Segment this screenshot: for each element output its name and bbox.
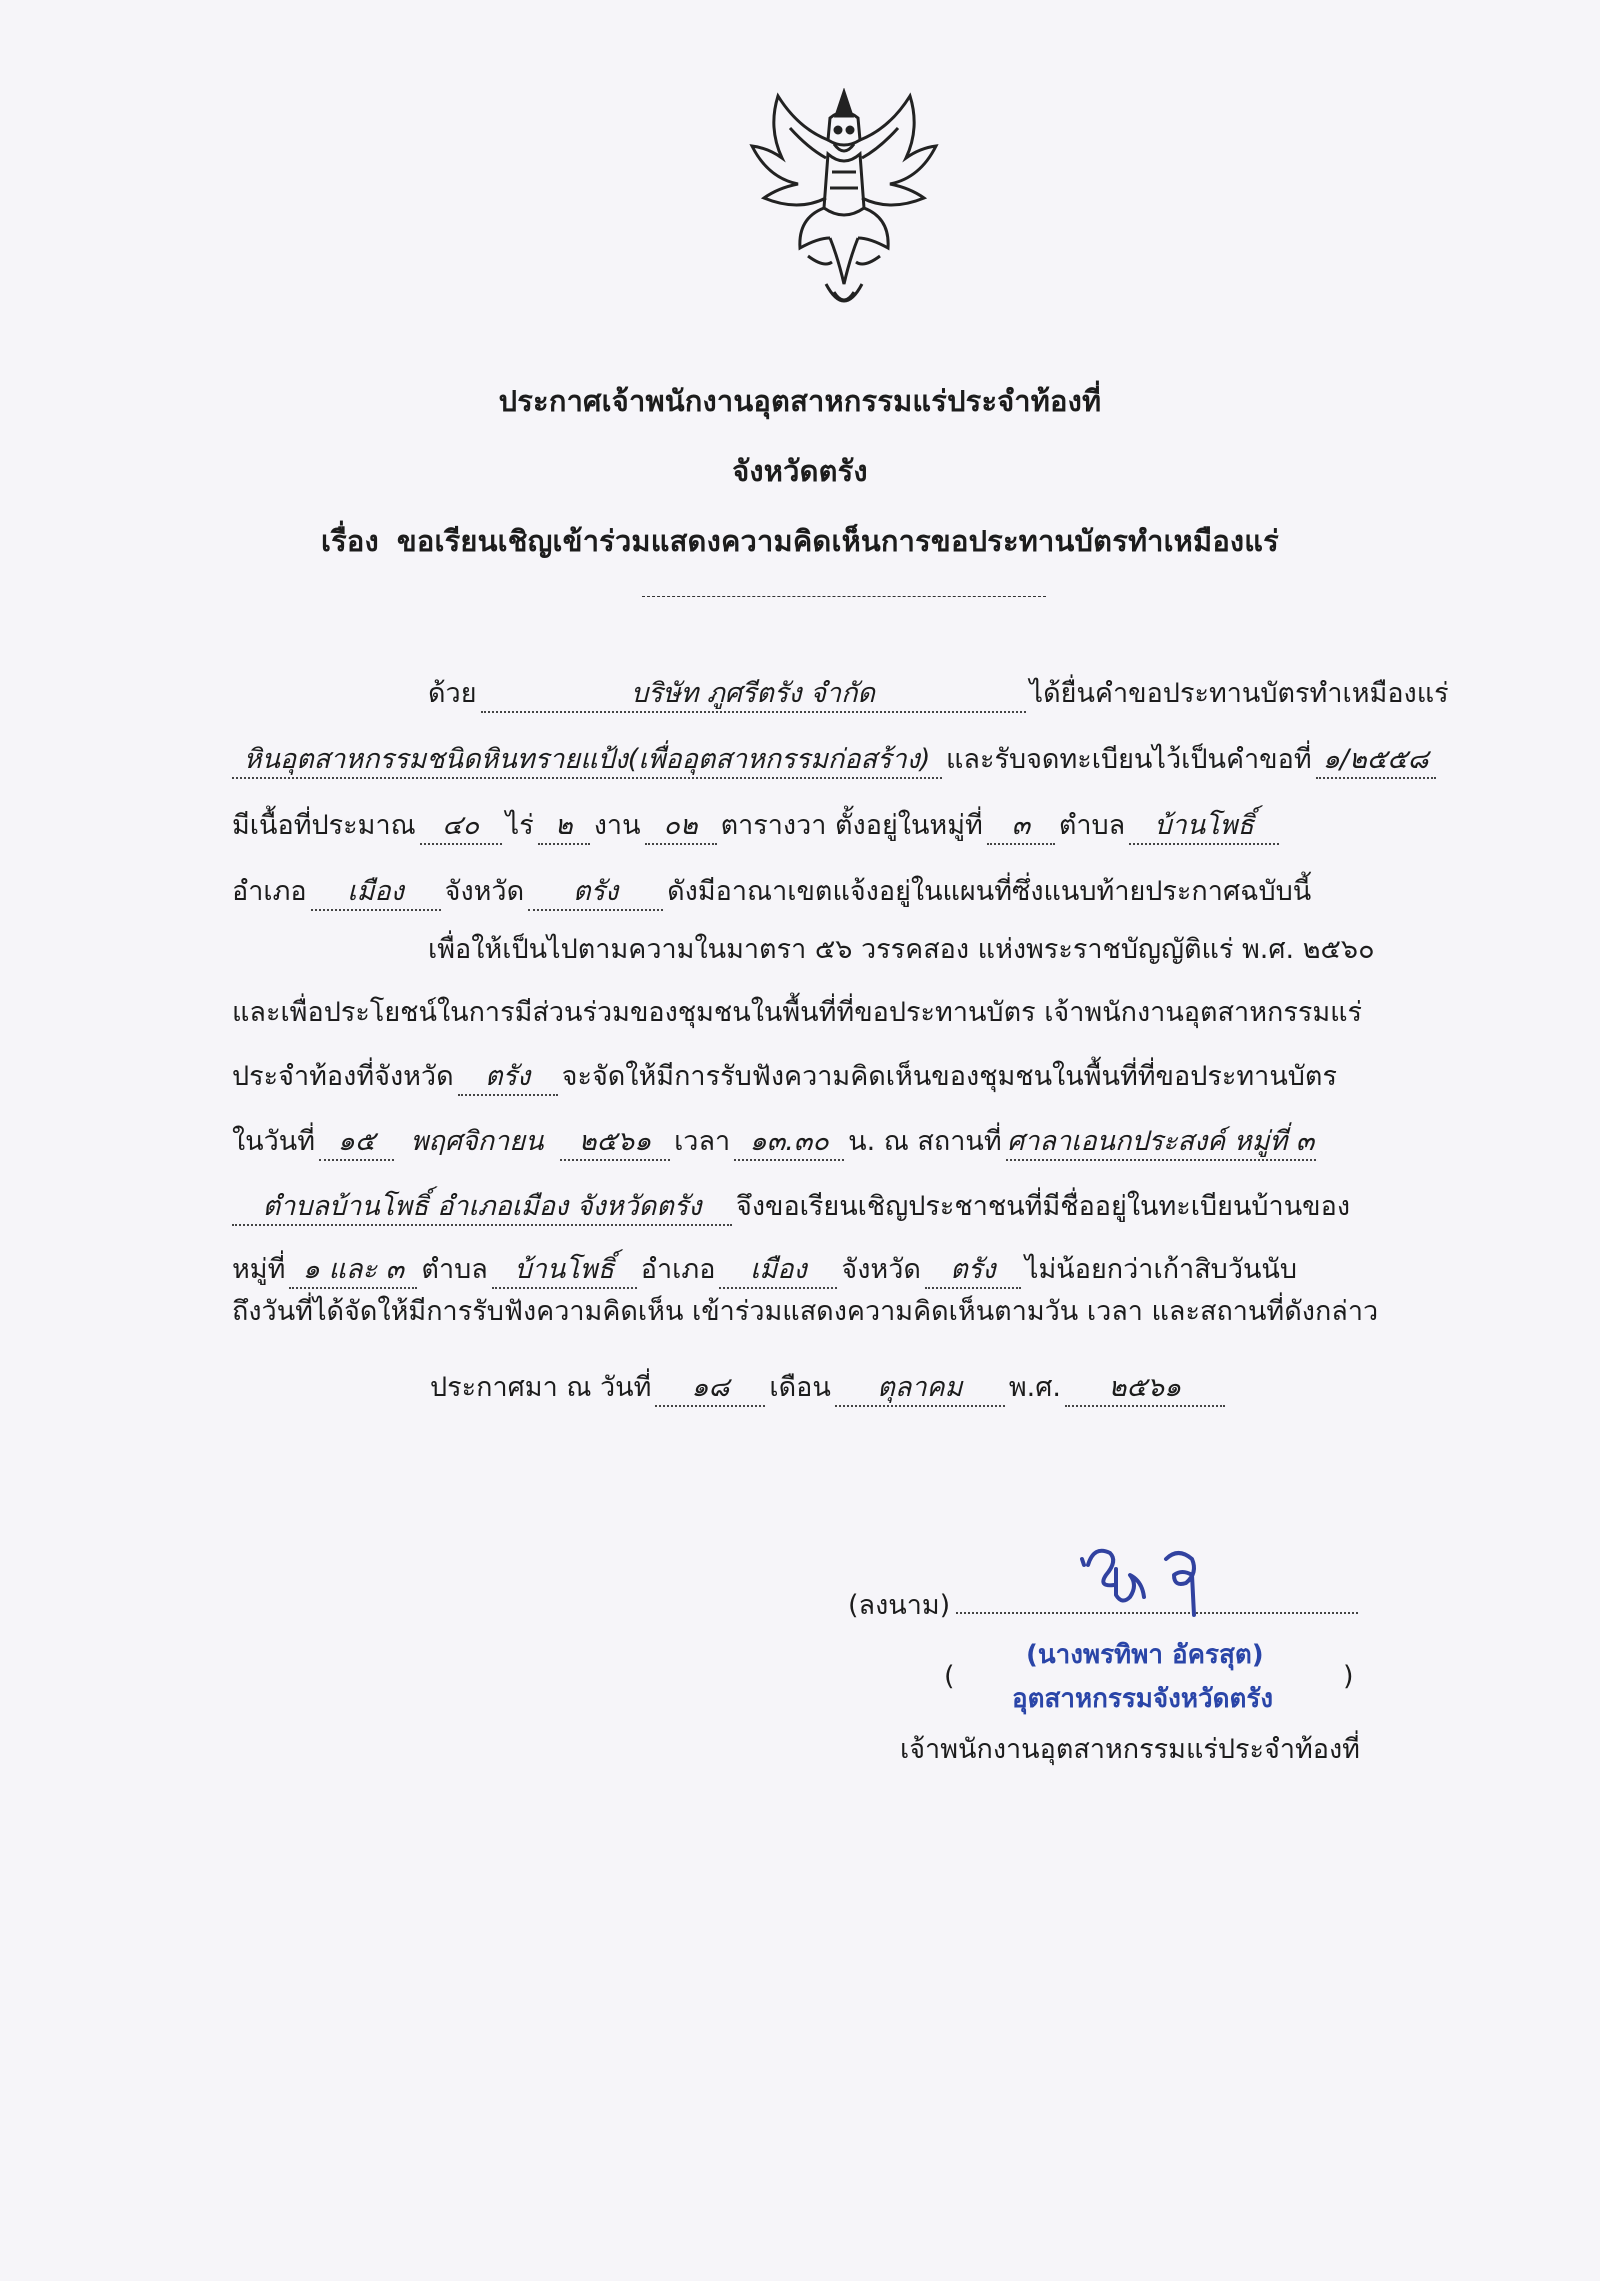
sign-label: (ลงนาม) [848,1590,951,1621]
para1-line4 [232,872,1311,912]
announce-date-line [430,1368,1229,1408]
para2-line5 [232,1187,1350,1227]
request-no-field: ๑/๒๕๕๘ [1316,743,1436,779]
amphoe-label-2: อำเภอ [640,1254,716,1285]
time-label: เวลา [674,1126,731,1157]
province-label-2: จังหวัด [841,1254,921,1285]
open-paren: ( [944,1661,955,1692]
para2-line7: ถึงวันที่ได้จัดให้มีการรับฟังความคิดเห็น เข้าร่วมแสดงความคิดเห็นตามวัน เวลา และสถานที่ดังกล่าว [232,1296,1379,1327]
tambon-label-2: ตำบล [421,1254,488,1285]
province-post: จะจัดให้มีการรับฟังความคิดเห็นของชุมชนในพื้นที่ที่ขอประทานบัตร [561,1061,1337,1092]
announce-label: ประกาศมา ณ วันที่ [430,1372,652,1403]
hearing-province-field: ตรัง [458,1060,558,1096]
tambon-field: บ้านโพธิ์ [1129,809,1279,845]
moo-label-2: หมู่ที่ [232,1254,286,1285]
ngan-label: งาน [593,810,641,841]
announcement-title: ประกาศเจ้าพนักงานอุตสาหกรรมแร่ประจำท้องที่ [498,384,1102,418]
venue-field-2: ตำบลบ้านโพธิ์ อำเภอเมือง จังหวัดตรัง [232,1190,732,1226]
tambon-label: ตำบล [1058,810,1126,841]
announce-day-field: ๑๘ [655,1371,765,1407]
amphoe-label: อำเภอ [232,876,307,907]
venue-field-1: ศาลาเอนกประสงค์ หมู่ที่ ๓ [1006,1125,1316,1161]
date-year-field: ๒๕๖๑ [560,1125,670,1161]
signer-office-text: อุตสาหกรรมจังหวัดตรัง [1012,1684,1274,1714]
area-label: มีเนื้อที่ประมาณ [232,810,416,841]
para2-line3 [232,1057,1337,1097]
province-field: ตรัง [528,875,663,911]
subject-line [0,518,1600,564]
rai-label: ไร่ [505,810,534,841]
date-label: ในวันที่ [232,1126,316,1157]
para2-line2: และเพื่อประโยชน์ในการมีส่วนร่วมของชุมชนในพื้นที่ที่ขอประทานบัตร เจ้าพนักงานอุตสาหกรรมแร่ [232,997,1363,1028]
time-field: ๑๓.๓๐ [734,1125,844,1161]
announce-month-label: เดือน [769,1372,831,1403]
tail-text: ไม่น้อยกว่าเก้าสิบวันนับ [1024,1254,1298,1285]
by-label: ด้วย [428,678,477,709]
para1-line1 [428,674,1449,714]
register-text: และรับจดทะเบียนไว้เป็นคำขอที่ [946,744,1312,775]
rai-field: ๔๐ [420,809,502,845]
ngan-field: ๒ [538,809,590,845]
close-paren: ) [1343,1661,1354,1692]
para1-line3 [232,806,1283,846]
para2-line1: เพื่อให้เป็นไปตามความในมาตรา ๕๖ วรรคสอง แห่งพระราชบัญญัติแร่ พ.ศ. ๒๕๖๐ [428,934,1375,965]
submit-text: ได้ยื่นคำขอประทานบัตรทำเหมืองแร่ [1029,678,1449,709]
province-field-2: ตรัง [925,1253,1021,1289]
signer-office [1012,1679,1273,1719]
amphoe-field-2: เมือง [719,1253,837,1289]
date-day-field: ๑๕ [319,1125,394,1161]
province-title: จังหวัดตรัง [732,454,868,488]
map-text: ดังมีอาณาเขตแจ้งอยู่ในแผนที่ซึ่งแนบท้ายประกาศฉบับนี้ [667,876,1312,907]
signer-name-text: (นางพรทิพา อัครสุต) [1026,1640,1264,1670]
date-month-field: พฤศจิกายน [410,1126,544,1157]
tambon-field-2: บ้านโพธิ์ [492,1253,637,1289]
para2-line6 [232,1250,1297,1290]
signer-position: เจ้าพนักงานอุตสาหกรรมแร่ประจำท้องที่ [900,1734,1360,1765]
company-field: บริษัท ภูศรีตรัง จำกัด [481,677,1026,713]
moo-field: ๓ [987,809,1055,845]
announce-month-field: ตุลาคม [835,1371,1005,1407]
wa-field: ๐๒ [645,809,717,845]
signer-name [1026,1635,1264,1675]
province-pre: ประจำท้องที่จังหวัด [232,1061,454,1092]
moo-field-2: ๑ และ ๓ [289,1253,417,1289]
subject-label: เรื่อง [321,524,379,558]
handwritten-signature-icon [1070,1535,1270,1625]
time-unit: น. ณ สถานที่ [848,1126,1002,1157]
amphoe-field: เมือง [311,875,441,911]
title-separator [642,596,1046,597]
announce-year-label: พ.ศ. [1008,1372,1061,1403]
invite-text: จึงขอเรียนเชิญประชาชนที่มีชื่ออยู่ในทะเบียนบ้านของ [736,1191,1351,1222]
province-label: จังหวัด [444,876,525,907]
wa-label: ตารางวา ตั้งอยู่ในหมู่ที่ [720,810,983,841]
garuda-emblem-icon [738,88,950,320]
para1-line2 [232,740,1440,780]
para2-line4 [232,1122,1320,1162]
mineral-field: หินอุตสาหกรรมชนิดหินทรายแป้ง(เพื่ออุตสาหกรรมก่อสร้าง) [232,743,942,779]
announce-year-field: ๒๕๖๑ [1065,1371,1225,1407]
subject-text: ขอเรียนเชิญเข้าร่วมแสดงความคิดเห็นการขอประทานบัตรทำเหมืองแร่ [396,524,1279,558]
